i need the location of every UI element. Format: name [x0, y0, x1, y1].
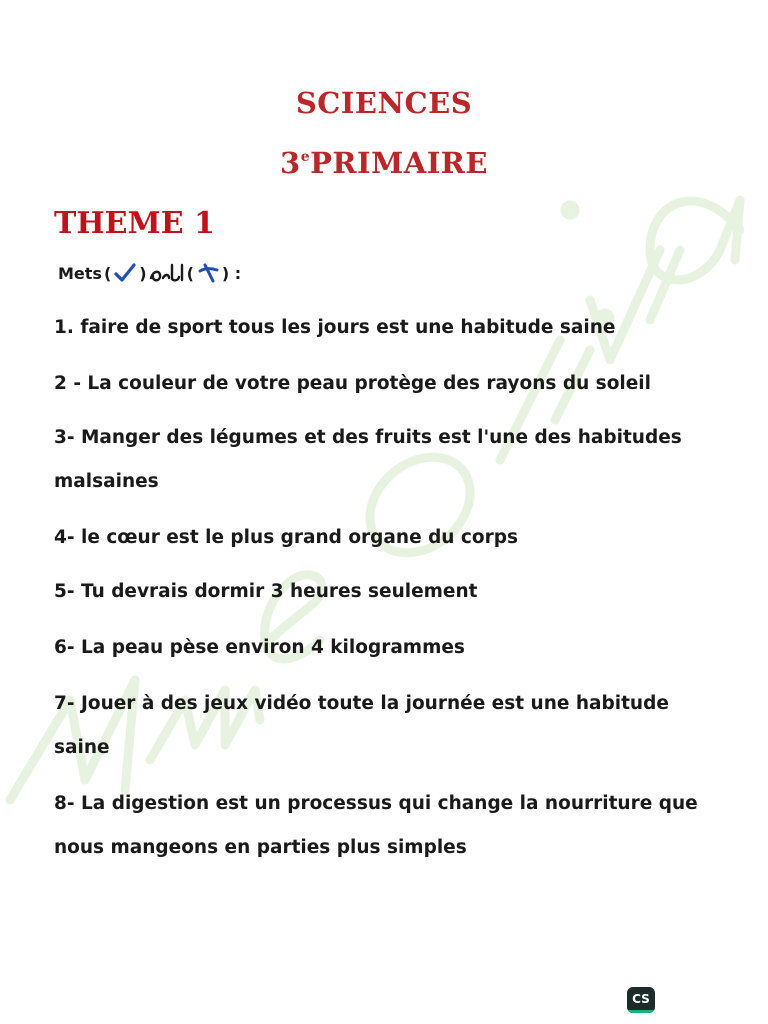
subject-title: SCIENCES: [295, 86, 473, 120]
question-item-8: [54, 782, 714, 870]
question-item-5: [54, 570, 714, 614]
question-item-4: [54, 516, 714, 560]
question-text-continued: saine: [54, 737, 110, 758]
paren-open: (: [103, 263, 112, 283]
paren-close-2: ) :: [221, 263, 242, 283]
question-text: 8- La digestion est un processus qui change la nourriture que: [54, 793, 698, 814]
cross-icon: [196, 262, 220, 284]
question-item-3: [54, 416, 714, 504]
grade-word: PRIMAIRE: [310, 146, 488, 180]
question-text: 4- le cœur est le plus grand organe du corps: [54, 527, 518, 548]
question-text: 5- Tu devrais dormir 3 heures seulement: [54, 581, 478, 602]
check-icon: [113, 262, 137, 284]
grade-title: [0, 146, 768, 180]
question-text: 7- Jouer à des jeux vidéo toute la journée est une habitude: [54, 693, 669, 714]
paren-close: ): [139, 263, 147, 283]
question-text: 6- La peau pèse environ 4 kilogrammes: [54, 637, 465, 658]
instruction-line: [58, 262, 241, 284]
question-item-7: [54, 682, 714, 770]
camscanner-logo: CS: [627, 987, 655, 1013]
grade-number: 3: [280, 146, 301, 180]
question-item-1: [54, 306, 714, 350]
question-item-2: [54, 362, 714, 406]
question-text: 2 - La couleur de votre peau protège des rayons du soleil: [54, 373, 651, 394]
question-text: 1. faire de sport tous les jours est une habitude saine: [54, 317, 616, 338]
question-text-continued: nous mangeons en parties plus simples: [54, 837, 467, 858]
question-text: 3- Manger des légumes et des fruits est l'une des habitudes: [54, 427, 682, 448]
instruction-prefix: Mets: [58, 263, 102, 283]
paren-open-2: (: [186, 263, 194, 283]
question-item-6: [54, 626, 714, 670]
theme-heading: THEME 1: [54, 206, 215, 241]
arabic-ou-glyph: [149, 262, 185, 284]
question-text-continued: malsaines: [54, 471, 159, 492]
grade-superscript: e: [300, 149, 311, 165]
